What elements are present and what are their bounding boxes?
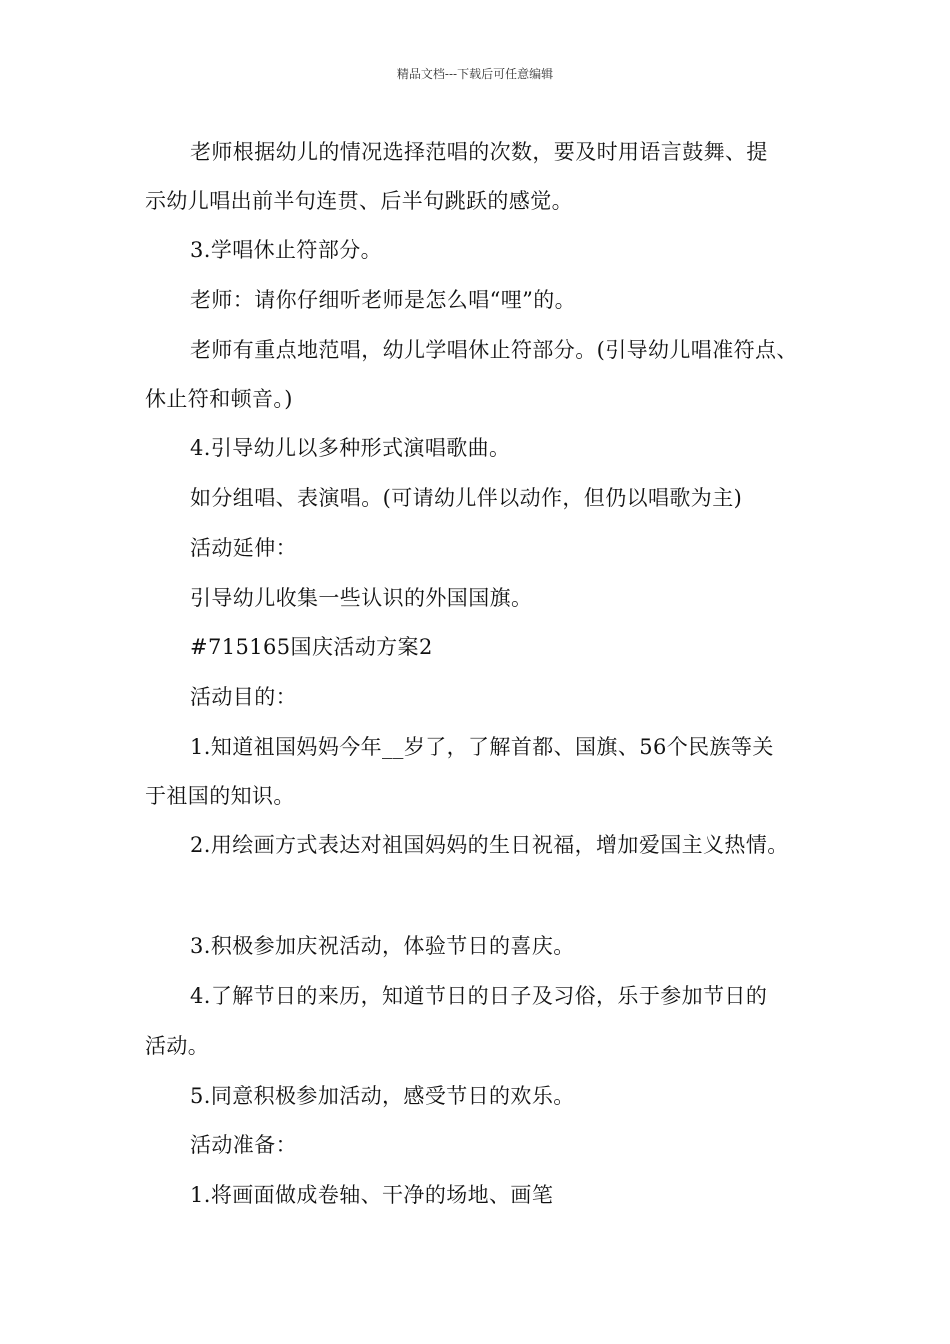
section-heading: 活动延伸： [190, 536, 297, 560]
paragraph-line: 示幼儿唱出前半句连贯、后半句跳跃的感觉。 [145, 189, 573, 213]
list-item: 2.用绘画方式表达对祖国妈妈的生日祝福，增加爱国主义热情。 [190, 833, 789, 857]
list-item-continuation: 于祖国的知识。 [145, 784, 295, 808]
paragraph-line: 老师有重点地范唱，幼儿学唱休止符部分。(引导幼儿唱准符点、 [190, 338, 798, 362]
paragraph-line: 3.学唱休止符部分。 [190, 238, 383, 262]
paragraph-line: 老师：请你仔细听老师是怎么唱“哩”的。 [190, 288, 577, 312]
paragraph-line: 老师根据幼儿的情况选择范唱的次数，要及时用语言鼓舞、提 [190, 140, 768, 164]
list-item: 1.将画面做成卷轴、干净的场地、画笔 [190, 1183, 554, 1207]
paragraph-line: 4.引导幼儿以多种形式演唱歌曲。 [190, 436, 511, 460]
page-header: 精品文档---下载后可任意编辑 [396, 67, 554, 81]
paragraph-line: 休止符和顿音。) [145, 387, 293, 411]
paragraph-line: 如分组唱、表演唱。(可请幼儿伴以动作，但仍以唱歌为主) [190, 486, 743, 510]
section-title: #715165国庆活动方案2 [190, 635, 433, 659]
list-item-continuation: 活动。 [145, 1034, 210, 1058]
paragraph-line: 引导幼儿收集一些认识的外国国旗。 [190, 586, 533, 610]
list-item: 3.积极参加庆祝活动，体验节日的喜庆。 [190, 934, 575, 958]
section-heading: 活动目的： [190, 685, 297, 709]
section-heading: 活动准备： [190, 1133, 297, 1157]
list-item: 1.知道祖国妈妈今年__岁了，了解首都、国旗、56个民族等关 [190, 735, 774, 759]
list-item: 5.同意积极参加活动，感受节日的欢乐。 [190, 1084, 575, 1108]
list-item: 4.了解节日的来历，知道节日的日子及习俗，乐于参加节日的 [190, 984, 768, 1008]
